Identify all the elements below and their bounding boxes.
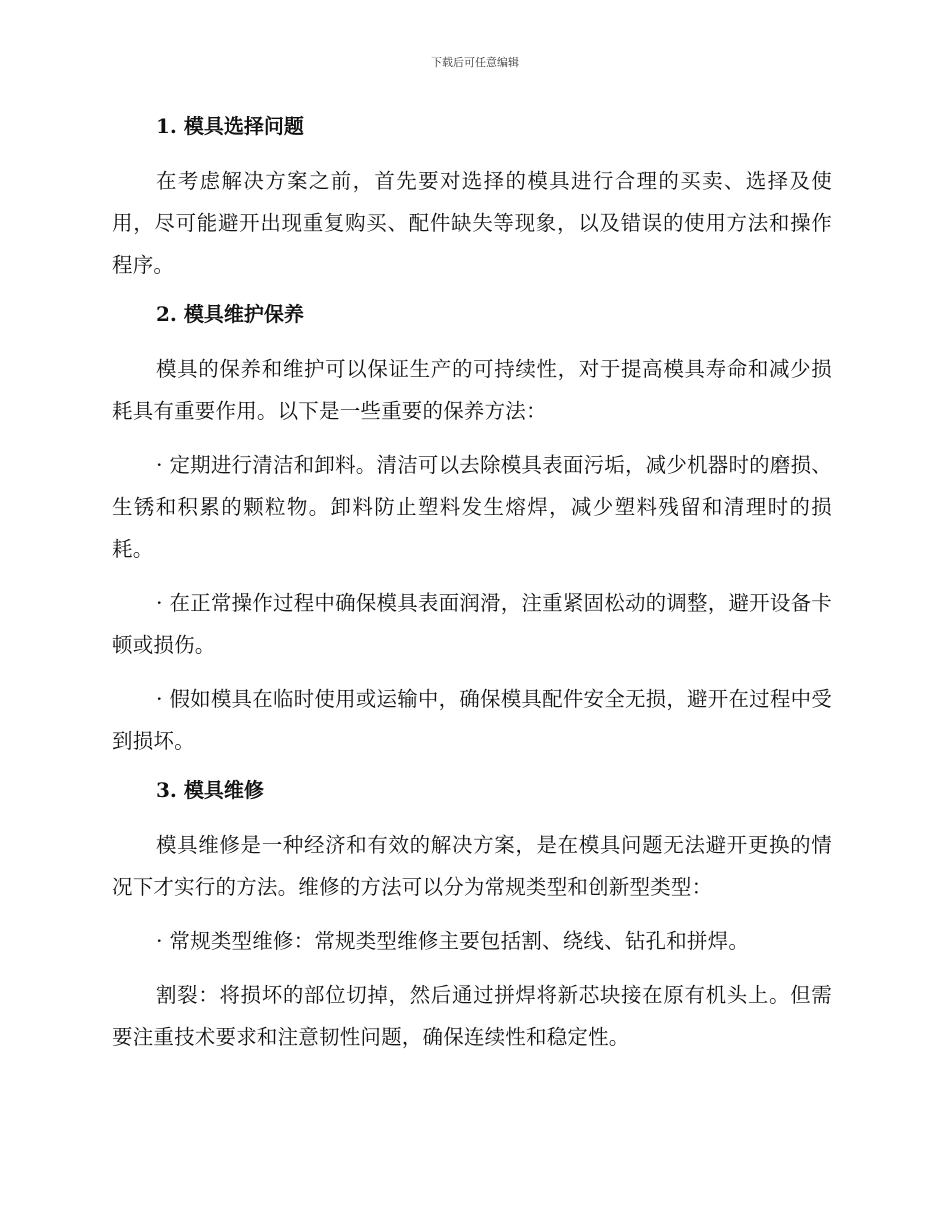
section-heading: 2. 模具维护保养 [156, 302, 304, 326]
document-body [112, 110, 832, 1070]
bullet-paragraph: · 常规类型维修：常规类型维修主要包括割、绕线、钻孔和拼焊。 [156, 929, 750, 953]
section-mold-maintenance [112, 298, 832, 762]
paragraph: 模具的保养和维护可以保证生产的可持续性，对于提高模具寿命和减少损耗具有重要作用。以下是一些重要的保养方法： [112, 357, 832, 423]
section-heading: 1. 模具选择问题 [156, 114, 304, 138]
paragraph: 在考虑解决方案之前，首先要对选择的模具进行合理的买卖、选择及使用，尽可能避开出现重复购买、配件缺失等现象，以及错误的使用方法和操作程序。 [112, 169, 832, 277]
section-heading: 3. 模具维修 [156, 778, 264, 802]
page-header-note: 下载后可任意编辑 [431, 56, 519, 69]
section-mold-selection [112, 110, 832, 286]
bullet-paragraph: · 假如模具在临时使用或运输中，确保模具配件安全无损，避开在过程中受到损坏。 [112, 687, 832, 753]
bullet-paragraph: · 在正常操作过程中确保模具表面润滑，注重紧固松动的调整，避开设备卡顿或损伤。 [112, 591, 832, 657]
paragraph: 模具维修是一种经济和有效的解决方案，是在模具问题无法避开更换的情况下才实行的方法。维修的方法可以分为常规类型和创新型类型： [112, 833, 832, 899]
section-mold-repair [112, 774, 832, 1058]
paragraph: 割裂：将损坏的部位切掉，然后通过拼焊将新芯块接在原有机头上。但需要注重技术要求和注意韧性问题，确保连续性和稳定性。 [112, 983, 832, 1049]
bullet-paragraph: · 定期进行清洁和卸料。清洁可以去除模具表面污垢，减少机器时的磨损、生锈和积累的颗粒物。卸料防止塑料发生熔焊，减少塑料残留和清理时的损耗。 [112, 453, 832, 561]
